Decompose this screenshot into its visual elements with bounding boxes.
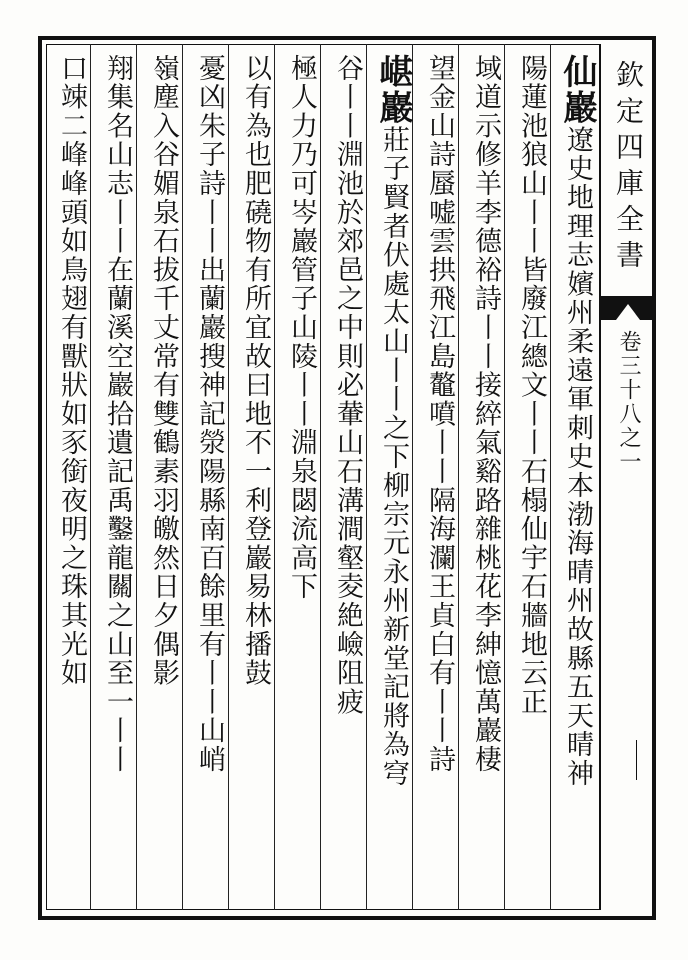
volume-label: 卷三十八之一 xyxy=(616,330,641,474)
column-text: 以有為也肥磽物有所宜故曰地不一利登巖易林播鼓 xyxy=(240,54,271,688)
text-column xyxy=(140,54,186,904)
text-column xyxy=(48,54,94,904)
text-column xyxy=(324,54,370,904)
text-column xyxy=(370,54,416,904)
text-column xyxy=(232,54,278,904)
text-column xyxy=(186,54,232,904)
text-column xyxy=(554,54,600,904)
entry-heading: 仙巖 xyxy=(557,54,597,126)
column-text: 嶺塵入谷媚泉石拔千丈常有雙鶴素羽皦然日夕偶影 xyxy=(148,54,179,688)
book-title: 欽定四庫全書 xyxy=(612,60,645,276)
entry-heading: 嵁巖 xyxy=(373,54,413,126)
column-text: 翔集名山志丨丨在蘭溪空巖拾遺記禹鑿龍關之山至一丨丨 xyxy=(102,54,133,774)
text-column xyxy=(278,54,324,904)
column-text: 憂凶朱子詩丨丨出蘭巖搜神記滎陽縣南百餘里有丨丨山峭 xyxy=(194,54,225,774)
text-column xyxy=(416,54,462,904)
column-text: 遼史地理志嬪州柔遠軍刺史本渤海晴州故縣五天晴神 xyxy=(562,125,593,789)
margin-tick xyxy=(636,740,657,780)
column-text: 谷丨丨淵池於郊邑之中則必輂山石溝澗壑夌絶嶮阻疲 xyxy=(332,54,363,717)
column-text: 域道示修羊李德裕詩丨丨接綷氣谿路雜桃花李紳憶萬巖棲 xyxy=(470,54,501,774)
column-text: 極人力乃可岑巖管子山陵丨丨淵泉閟流高下 xyxy=(286,54,317,602)
column-text: 莊子賢者伏處太山丨丨之下柳宗元永州新堂記將為穹 xyxy=(378,125,409,789)
column-text: 望金山詩蜃嘘雲拱飛江島鼇噴丨丨隔海瀾王貞白有丨丨詩 xyxy=(424,54,455,774)
column-text: 口竦二峰峰頭如鳥翅有獸狀如豕銜夜明之珠其光如 xyxy=(56,54,87,688)
text-column xyxy=(94,54,140,904)
column-text: 陽蓮池狼山丨丨皆廢江總文丨丨石榻仙宇石牆地云正 xyxy=(516,54,547,717)
text-column xyxy=(462,54,508,904)
text-column xyxy=(508,54,554,904)
